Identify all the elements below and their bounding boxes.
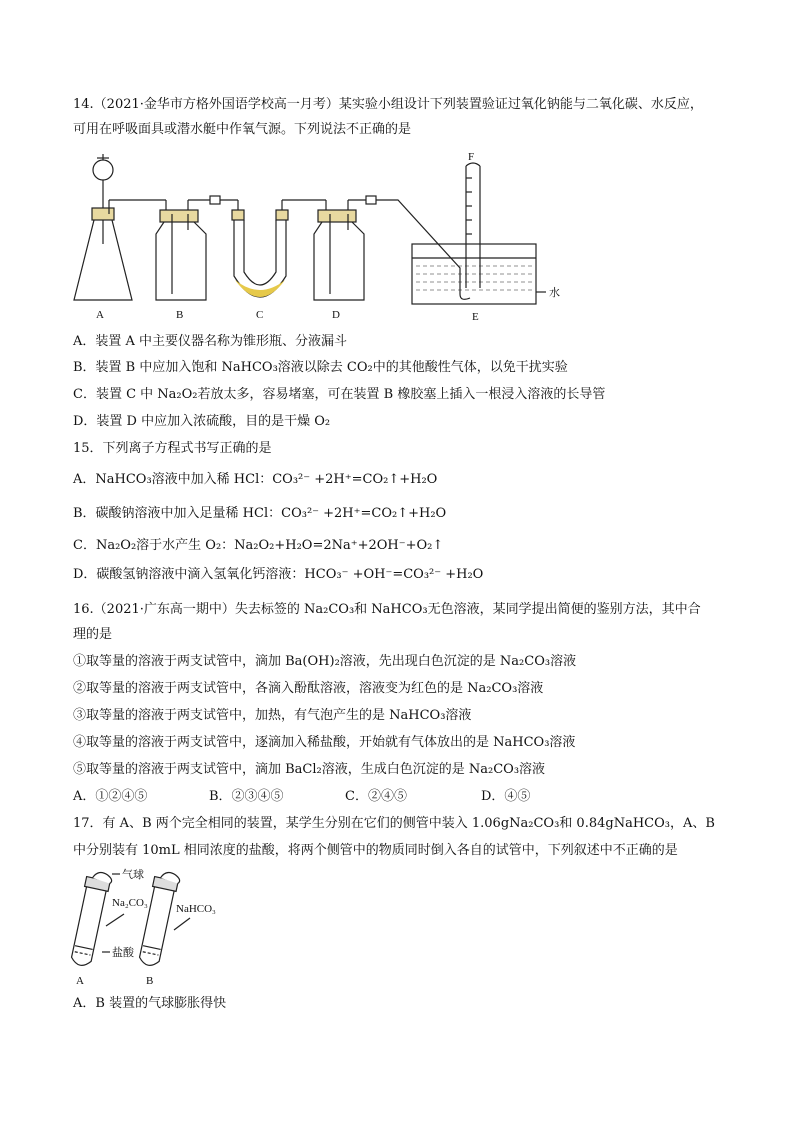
q16-item-4: ④取等量的溶液于两支试管中，逐滴加入稀盐酸，开始就有气体放出的是 NaHCO₃溶液 bbox=[73, 735, 576, 750]
label-water: 水 bbox=[549, 287, 560, 299]
label-balloon: 气球 bbox=[122, 869, 144, 881]
q14-stem-line1: 14.（2021·金华市方格外国语学校高一月考）某实验小组设计下列装置验证过氧化钠能与二氧化碳、水反应， bbox=[73, 97, 703, 112]
label-d: D bbox=[332, 309, 340, 321]
label-e: E bbox=[472, 311, 479, 323]
label-b: B bbox=[176, 309, 184, 321]
q16-item-5: ⑤取等量的溶液于两支试管中，滴加 BaCl₂溶液，生成白色沉淀的是 Na₂CO₃溶液 bbox=[73, 762, 546, 777]
label-tube-b: B bbox=[146, 975, 154, 987]
q15-option-d: D．碳酸氢钠溶液中滴入氢氧化钙溶液：HCO₃⁻ +OH⁻=CO₃²⁻ +H₂O bbox=[73, 567, 484, 582]
q16-stem-line1: 16.（2021·广东高一期中）失去标签的 Na₂CO₃和 NaHCO₃无色溶液，某同学提出简便的鉴别方法，其中合 bbox=[73, 602, 701, 617]
bottle-b-icon bbox=[156, 196, 238, 300]
q16-item-2: ②取等量的溶液于两支试管中，各滴入酚酞溶液，溶液变为红色的是 Na₂CO₃溶液 bbox=[73, 681, 544, 696]
test-tube-a-icon bbox=[68, 870, 113, 968]
q17-option-a: A．B 装置的气球膨胀得快 bbox=[73, 996, 227, 1011]
q14-option-c: C．装置 C 中 Na₂O₂若放太多，容易堵塞，可在装置 B 橡胶塞上插入一根浸入溶液的长导管 bbox=[73, 387, 606, 402]
q16-options bbox=[73, 788, 530, 806]
q15-stem: 15．下列离子方程式书写正确的是 bbox=[73, 441, 272, 456]
q15-option-b: B．碳酸钠溶液中加入足量稀 HCl：CO₃²⁻ +2H⁺=CO₂↑+H₂O bbox=[73, 506, 447, 521]
q14-option-a: A．装置 A 中主要仪器名称为锥形瓶、分液漏斗 bbox=[73, 334, 348, 349]
flask-a-icon bbox=[74, 154, 166, 300]
label-a: A bbox=[96, 309, 104, 321]
label-nahco3: NaHCO₃ bbox=[176, 903, 216, 915]
side-arm-b-icon bbox=[174, 918, 190, 930]
q16-item-3: ③取等量的溶液于两支试管中，加热，有气泡产生的是 NaHCO₃溶液 bbox=[73, 708, 472, 723]
label-na2co3: Na₂CO₃ bbox=[112, 897, 148, 909]
q16-option-b: B．②③④⑤ bbox=[209, 789, 284, 804]
q14-stem-line2: 可用在呼吸面具或潜水艇中作氧气源。下列说法不正确的是 bbox=[73, 122, 412, 137]
bottle-d-icon bbox=[314, 196, 460, 300]
q15-option-a: A．NaHCO₃溶液中加入稀 HCl：CO₃²⁻ +2H⁺=CO₂↑+H₂O bbox=[73, 472, 438, 487]
q14-apparatus-figure bbox=[68, 148, 588, 328]
q15-option-c: C．Na₂O₂溶于水产生 O₂：Na₂O₂+H₂O=2Na⁺+2OH⁻+O₂↑ bbox=[73, 538, 444, 553]
q17-stem-line1: 17．有 A、B 两个完全相同的装置，某学生分别在它们的侧管中装入 1.06gNa₂CO₃和 0.84gNaHCO₃，A、B bbox=[73, 816, 715, 831]
label-f: F bbox=[468, 151, 475, 163]
trough-e-icon bbox=[412, 163, 546, 304]
q14-option-b: B．装置 B 中应加入饱和 NaHCO₃溶液以除去 CO₂中的其他酸性气体，以免干扰实验 bbox=[73, 360, 568, 375]
test-tube-b-icon bbox=[136, 870, 181, 968]
label-c: C bbox=[256, 309, 264, 321]
q16-item-1: ①取等量的溶液于两支试管中，滴加 Ba(OH)₂溶液，先出现白色沉淀的是 Na₂CO₃溶液 bbox=[73, 654, 577, 669]
label-acid: 盐酸 bbox=[112, 947, 134, 959]
u-tube-c-icon bbox=[232, 200, 326, 297]
q16-stem-line2: 理的是 bbox=[73, 627, 113, 642]
q16-option-a: A．①②④⑤ bbox=[73, 789, 148, 804]
q16-option-d: D．④⑤ bbox=[481, 789, 531, 804]
side-arm-a-icon bbox=[106, 914, 124, 926]
q14-option-d: D．装置 D 中应加入浓硫酸，目的是干燥 O₂ bbox=[73, 414, 331, 429]
q16-option-c: C．②④⑤ bbox=[345, 789, 407, 804]
q17-stem-line2: 中分别装有 10mL 相同浓度的盐酸，将两个侧管中的物质同时倒入各自的试管中，下列叙述中不正确的是 bbox=[73, 843, 678, 858]
label-tube-a: A bbox=[76, 975, 84, 987]
q17-tubes-figure bbox=[66, 868, 246, 990]
